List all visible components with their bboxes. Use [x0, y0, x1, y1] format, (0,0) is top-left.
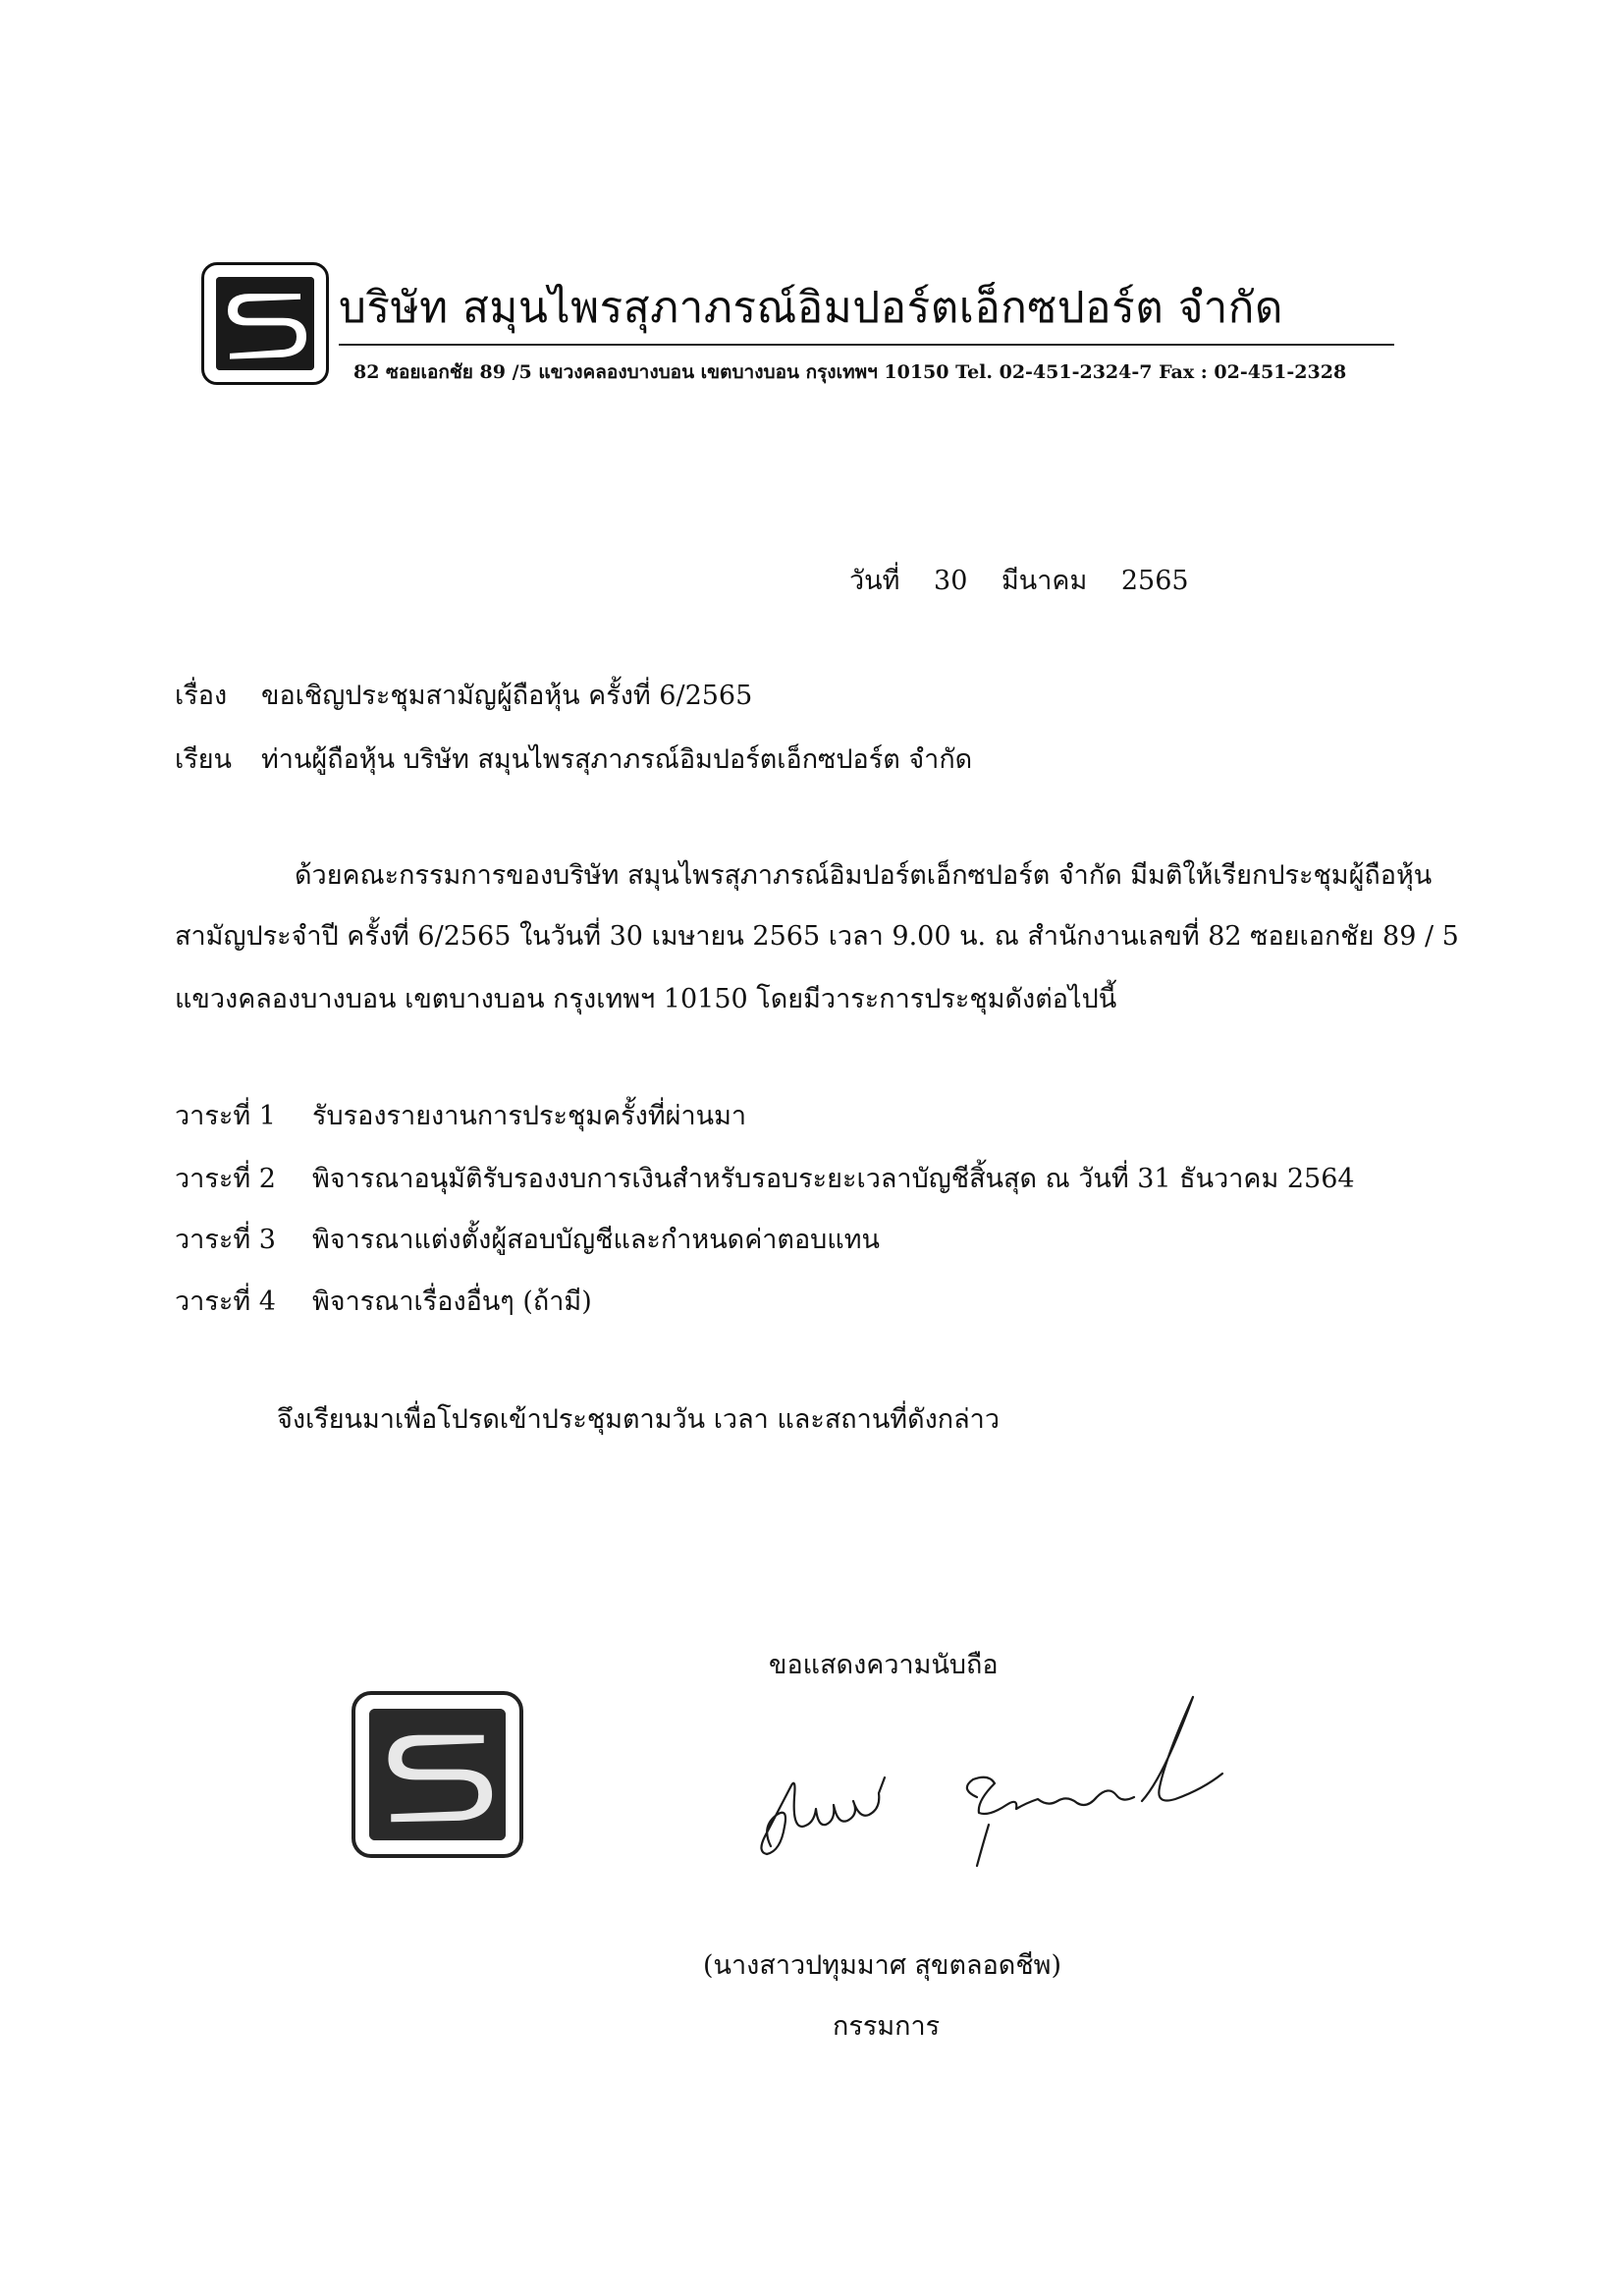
recipient-label: เรียน — [175, 744, 233, 775]
date-day: 30 — [934, 566, 968, 596]
signer-title: กรรมการ — [833, 2011, 941, 2042]
signer-name: (นางสาวปทุมมาศ สุขตลอดชีพ) — [703, 1950, 1061, 1981]
company-stamp — [352, 1691, 523, 1858]
subject-label: เรื่อง — [175, 681, 228, 711]
s-stamp-icon — [369, 1709, 506, 1840]
regards-text: ขอแสดงความนับถือ — [769, 1650, 999, 1680]
agenda-number: วาระที่ 4 — [175, 1286, 276, 1317]
agenda-text: รับรองรายงานการประชุมครั้งที่ผ่านมา — [312, 1101, 747, 1131]
closing-sentence: จึงเรียนมาเพื่อโปรดเข้าประชุมตามวัน เวลา และสถานที่ดังกล่าว — [277, 1404, 1001, 1435]
date-label: วันที่ — [849, 566, 900, 596]
subject-line — [175, 683, 752, 709]
company-name: บริษัท สมุนไพรสุภาภรณ์อิมปอร์ตเอ็กซปอร์ต จำกัด — [339, 283, 1283, 333]
handwritten-signature — [731, 1679, 1242, 1915]
body-line-2: สามัญประจำปี ครั้งที่ 6/2565 ในวันที่ 30 เมษายน 2565 เวลา 9.00 น. ณ สำนักงานเลขที่ 82 ซอยเอกชัย 89 / 5 — [175, 921, 1459, 952]
agenda-number: วาระที่ 2 — [175, 1164, 276, 1194]
company-address: 82 ซอยเอกชัย 89 /5 แขวงคลองบางบอน เขตบางบอน กรุงเทพฯ 10150 Tel. 02-451-2324-7 Fax : 02-451-2328 — [353, 361, 1347, 383]
recipient-line — [175, 746, 972, 773]
agenda-text: พิจารณาแต่งตั้งผู้สอบบัญชีและกำหนดค่าตอบแทน — [312, 1225, 880, 1255]
recipient-text: ท่านผู้ถือหุ้น บริษัท สมุนไพรสุภาภรณ์อิมปอร์ตเอ็กซปอร์ต จำกัด — [261, 744, 973, 775]
agenda-item — [175, 1227, 880, 1253]
agenda-item — [175, 1103, 746, 1129]
agenda-number: วาระที่ 3 — [175, 1225, 276, 1255]
agenda-number: วาระที่ 1 — [175, 1101, 276, 1131]
subject-text: ขอเชิญประชุมสามัญผู้ถือหุ้น ครั้งที่ 6/2565 — [261, 681, 753, 711]
body-line-1: ด้วยคณะกรรมการของบริษัท สมุนไพรสุภาภรณ์อิมปอร์ตเอ็กซปอร์ต จำกัด มีมติให้เรียกประชุมผู้ถือหุ้น — [295, 860, 1433, 891]
s-logo-icon — [216, 277, 314, 370]
agenda-item — [175, 1288, 592, 1315]
letterhead-divider — [339, 344, 1394, 346]
agenda-item — [175, 1166, 1355, 1192]
letter-date — [849, 568, 1215, 594]
agenda-text: พิจารณาอนุมัติรับรองงบการเงินสำหรับรอบระยะเวลาบัญชีสิ้นสุด ณ วันที่ 31 ธันวาคม 2564 — [312, 1164, 1355, 1194]
date-year: 2565 — [1120, 566, 1189, 596]
date-month: มีนาคม — [1001, 566, 1088, 596]
body-line-3: แขวงคลองบางบอน เขตบางบอน กรุงเทพฯ 10150 โดยมีวาระการประชุมดังต่อไปนี้ — [175, 984, 1117, 1014]
company-logo — [201, 262, 329, 385]
agenda-text: พิจารณาเรื่องอื่นๆ (ถ้ามี) — [312, 1286, 592, 1317]
